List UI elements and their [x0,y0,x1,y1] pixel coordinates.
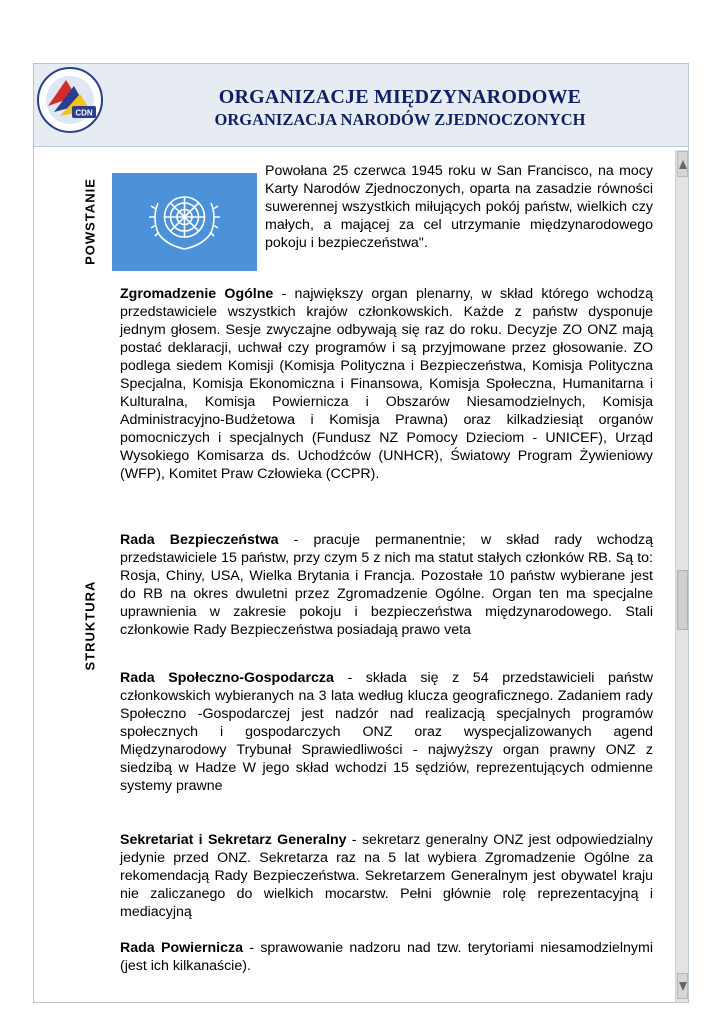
section-heading: Zgromadzenie Ogólne [120,286,274,302]
section-rada-powiernicza [120,939,653,975]
page-title: ORGANIZACJE MIĘDZYNARODOWE [218,86,582,108]
section-heading: Rada Bezpieczeństwa [120,532,279,548]
scroll-up-button[interactable] [677,151,688,177]
logo-emblem [36,66,104,134]
section-rada-spoleczno-gospodarcza [120,669,653,795]
section-text: - pracuje permanentnie; w skład rady wchodzą przedstawiciele 15 państw, przy czym 5 z nich ma statut stałych członków RB. Są to: Rosja, Chiny, USA, Wielka Brytania i Francja. Pozostałe 10 państw wybierane jest do RB na okres dwuletni przez Zgromadzenie Ogólne. Organ ten ma specjalne uprawnienia w zakresie pokoju i bezpieczeństwa międzynarodowego. Stali członkowie Rady Bezpieczeństwa posiadają prawo veta [120,532,653,638]
logo-text: CDN [75,108,93,118]
side-label-struktura: STRUKTURA [82,580,98,671]
section-rada-bezpieczenstwa [120,531,653,639]
section-text: - składa się z 54 przedstawicieli państw członkowskich wybieranych na 3 lata według klucza geograficznego. Zadaniem rady Społeczno -Gospodarczej jest nadzór nad realizacją specjalnych programów społecznych i gospodarczych ONZ oraz wyspecjalizowanych agend Międzynarodowy Trybunał Sprawiedliwości - najwyższy organ prawny ONZ z siedzibą w Hadze W jego skład wchodzi 15 sędziów, reprezentujących odmienne systemy prawne [120,670,653,794]
section-text: - sekretarz generalny ONZ jest odpowiedzialny jedynie przed ONZ. Sekretarza raz na 5 lat wybiera Zgromadzenie Ogólne za rekomendacją Rady Bezpieczeństwa. Sekretarzem Generalnym jest obywatel kraju nie zaliczanego do wielkich mocarstw. Pełni głównie rolę reprezentacyjną i mediacyjną [120,832,653,920]
arrow-up-icon [679,160,687,169]
section-text: - największy organ plenarny, w skład którego wchodzą przedstawiciele wszystkich krajów członkowskich. Każde z państw dysponuje jednym głosem. Sesje zwyczajne odbywają się raz do roku. Decyzje ZO ONZ mają postać deklaracji, uchwał czy programów i są przyjmowane przez głosowanie. ZO podlega siedem Komisji (Komisja Polityczna i Bezpieczeństwa, Komisja Polityczna Specjalna, Komisja Ekonomiczna i Finansowa, Komisja Społeczna, Humanitarna i Kulturalna, Komisja Powiernicza i Obszarów Niesamodzielnych, Komisja Administracyjno-Budżetowa i Komisja Prawna) oraz kilkadziesiąt organów pomocniczych i specjalnych (Fundusz NZ Pomocy Dzieciom - UNICEF), Urząd Wysokiego Komisarza ds. Uchodźców (UNHCR), Światowy Program Żywieniowy (WFP), Komitet Praw Człowieka (CCPR). [120,286,654,482]
page-subtitle: ORGANIZACJA NARODÓW ZJEDNOCZONYCH [214,110,586,129]
scroll-thumb[interactable] [677,570,688,630]
side-label-powstanie: POWSTANIE [82,178,98,265]
vertical-scrollbar[interactable] [675,150,688,1002]
section-sekretariat [120,831,653,921]
intro-paragraph: Powołana 25 czerwca 1945 roku w San Francisco, na mocy Karty Narodów Zjednoczonych, oparta na zasadzie równości suwerennej wszystkich miłujących pokój państw, wielkich czy małych, a mającej za cel utrzymanie międzynarodowego pokoju i bezpieczeństwa". [265,163,653,251]
section-heading: Rada Społeczno-Gospodarcza [120,670,334,686]
arrow-down-icon [679,982,687,991]
section-heading: Sekretariat i Sekretarz Generalny [120,832,347,848]
section-text: - sprawowanie nadzoru nad tzw. terytoriami niesamodzielnymi (jest ich kilkanaście). [120,940,653,974]
section-zgromadzenie [120,285,653,483]
un-flag [112,173,257,271]
scroll-down-button[interactable] [677,973,688,999]
un-emblem-icon [112,173,257,271]
section-heading: Rada Powiernicza [120,940,243,956]
